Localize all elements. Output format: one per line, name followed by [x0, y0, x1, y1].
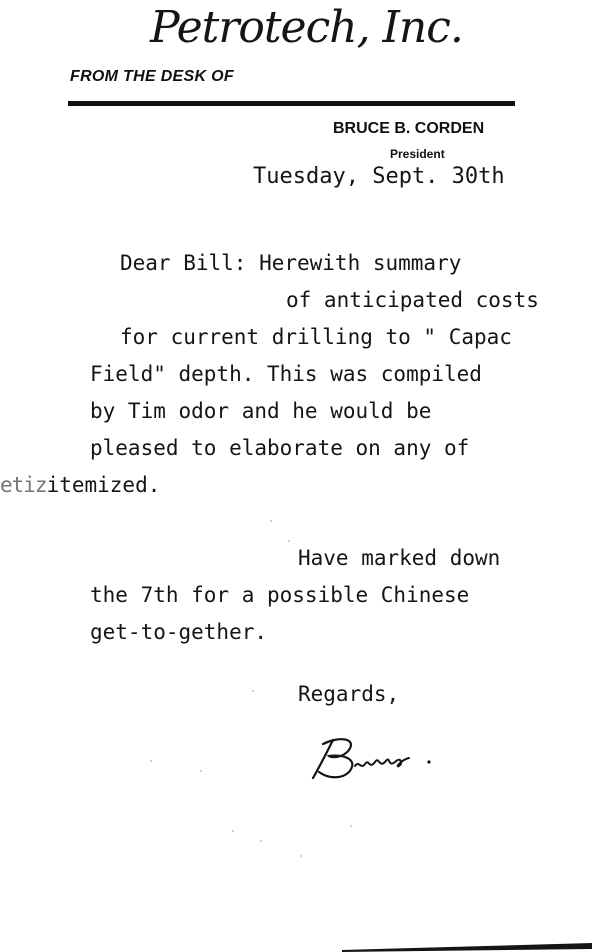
sender-name: BRUCE B. CORDEN [333, 120, 485, 137]
garbled-text: etiz [0, 473, 47, 497]
body-line: Dear Bill: Herewith summary [120, 251, 462, 275]
signature [305, 730, 445, 790]
body-line: pleased to elaborate on any of [90, 436, 470, 460]
body-line: of anticipated costs [286, 288, 539, 312]
closing: Regards, [298, 682, 400, 706]
body-line [0, 475, 160, 496]
body-line: for current drilling to " Capac [120, 325, 512, 349]
body-line: get-to-gether. [90, 620, 268, 644]
letter-date: Tuesday, Sept. 30th [253, 164, 505, 189]
from-desk-label: FROM THE DESK OF [70, 68, 234, 85]
body-line: the 7th for a possible Chinese [90, 583, 470, 607]
company-logotype: Petrotech, Inc. [150, 2, 463, 53]
body-line: Field" depth. This was compiled [90, 362, 482, 386]
body-line: Have marked down [298, 546, 501, 570]
sender-title: President [390, 147, 445, 161]
scan-edge-mark [342, 940, 592, 952]
body-line-text: itemized. [46, 473, 161, 497]
letterhead-rule [68, 101, 515, 106]
body-line: by Tim odor and he would be [90, 399, 432, 423]
